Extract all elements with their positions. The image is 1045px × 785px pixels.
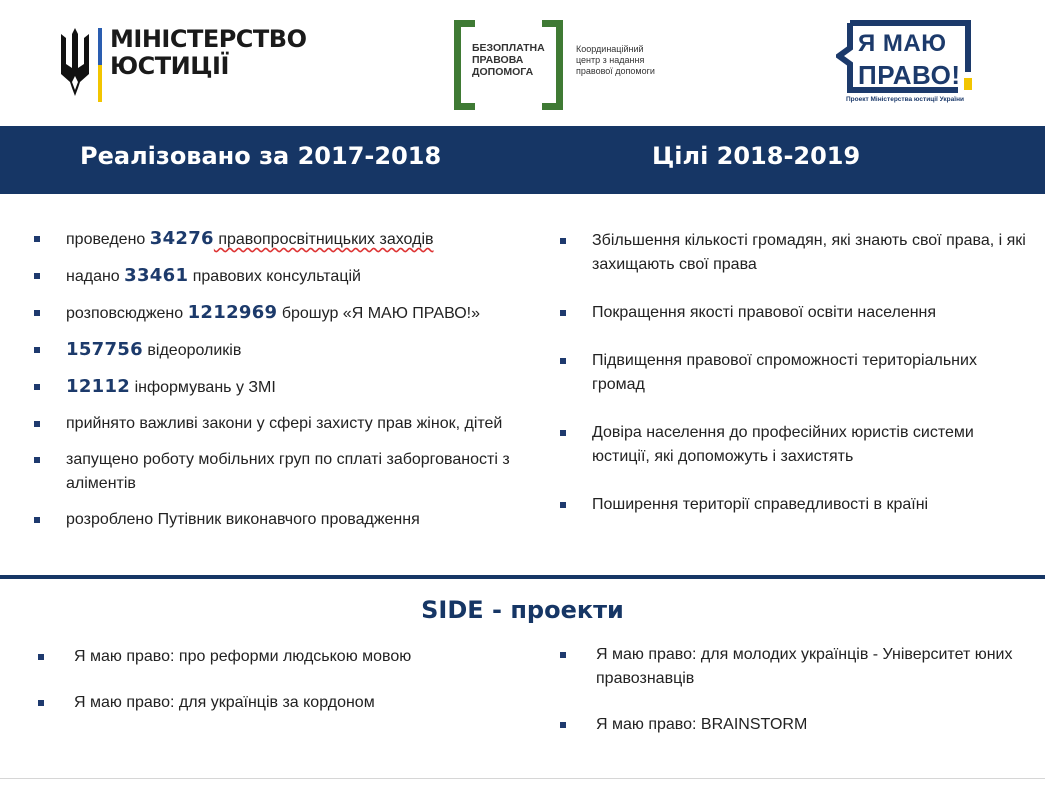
bullet-icon (560, 238, 566, 244)
ministry-name: МІНІСТЕРСТВО ЮСТИЦІЇ (110, 25, 307, 80)
coordination-centre-text: Координаційний центр з надання правової допомоги (576, 44, 655, 76)
ministry-of-justice-logo (58, 24, 307, 104)
goals-list (560, 229, 1030, 541)
bullet-icon (38, 654, 44, 660)
bottom-rule (0, 778, 1045, 779)
side-projects-title: SIDE - проекти (421, 596, 624, 624)
bullet-icon (34, 236, 40, 242)
bullet-icon (34, 347, 40, 353)
list-item: Підвищення правової спроможності територіальних громад (560, 349, 1030, 397)
goals-title: Цілі 2018-2019 (652, 142, 861, 170)
bullet-icon (560, 430, 566, 436)
bullet-icon (34, 517, 40, 523)
section-banner (0, 126, 1045, 194)
bullet-icon (34, 310, 40, 316)
list-item: Я маю право: BRAINSTORM (560, 713, 1030, 737)
list-item: запущено роботу мобільних груп по сплаті заборгованості з аліментів (34, 448, 514, 496)
free-legal-aid-name: БЕЗОПЛАТНА ПРАВОВА ДОПОМОГА (472, 42, 545, 78)
bullet-icon (34, 384, 40, 390)
bullet-icon (560, 502, 566, 508)
list-item: Збільшення кількості громадян, які знають свої права, і які захищають свої права (560, 229, 1030, 277)
section-divider (0, 575, 1045, 579)
side-projects-left-list (38, 645, 518, 737)
bullet-icon (38, 700, 44, 706)
bullet-icon (34, 421, 40, 427)
bullet-icon (34, 273, 40, 279)
list-item: проведено 34276 правопросвітницьких заходів (34, 227, 514, 252)
list-item: Поширення території справедливості в країні (560, 493, 1030, 517)
list-item: прийнято важливі закони у сфері захисту прав жінок, дітей (34, 412, 514, 436)
list-item: Я маю право: для молодих українців - Університет юних правознавців (560, 643, 1030, 691)
logo-subtitle: Проект Міністерства юстиції України (846, 96, 965, 103)
side-projects-right-list (560, 643, 1030, 759)
list-item: Я маю право: для українців за кордоном (38, 691, 518, 715)
bullet-icon (34, 457, 40, 463)
bullet-icon (560, 722, 566, 728)
bullet-icon (560, 310, 566, 316)
achievements-list (34, 227, 514, 544)
achievements-title: Реалізовано за 2017-2018 (80, 142, 442, 170)
logo-text-line2: ПРАВО! (858, 60, 961, 90)
free-legal-aid-logo (454, 20, 694, 100)
list-item: надано 33461 правових консультацій (34, 264, 514, 289)
bullet-icon (560, 358, 566, 364)
flag-bar (98, 28, 102, 102)
list-item: 12112 інформувань у ЗМІ (34, 375, 514, 400)
list-item: Довіра населення до професійних юристів системи юстиції, які допоможуть і захистять (560, 421, 1030, 469)
bullet-icon (560, 652, 566, 658)
list-item: 157756 відеороликів (34, 338, 514, 363)
list-item: Покращення якості правової освіти населення (560, 301, 1030, 325)
list-item: Я маю право: про реформи людською мовою (38, 645, 518, 669)
trident-icon (58, 24, 92, 104)
ya-mayu-pravo-logo (836, 20, 976, 110)
list-item: розроблено Путівник виконавчого провадження (34, 508, 514, 532)
list-item: розповсюджено 1212969 брошур «Я МАЮ ПРАВО!» (34, 301, 514, 326)
logo-text-line1: Я МАЮ (858, 30, 947, 57)
